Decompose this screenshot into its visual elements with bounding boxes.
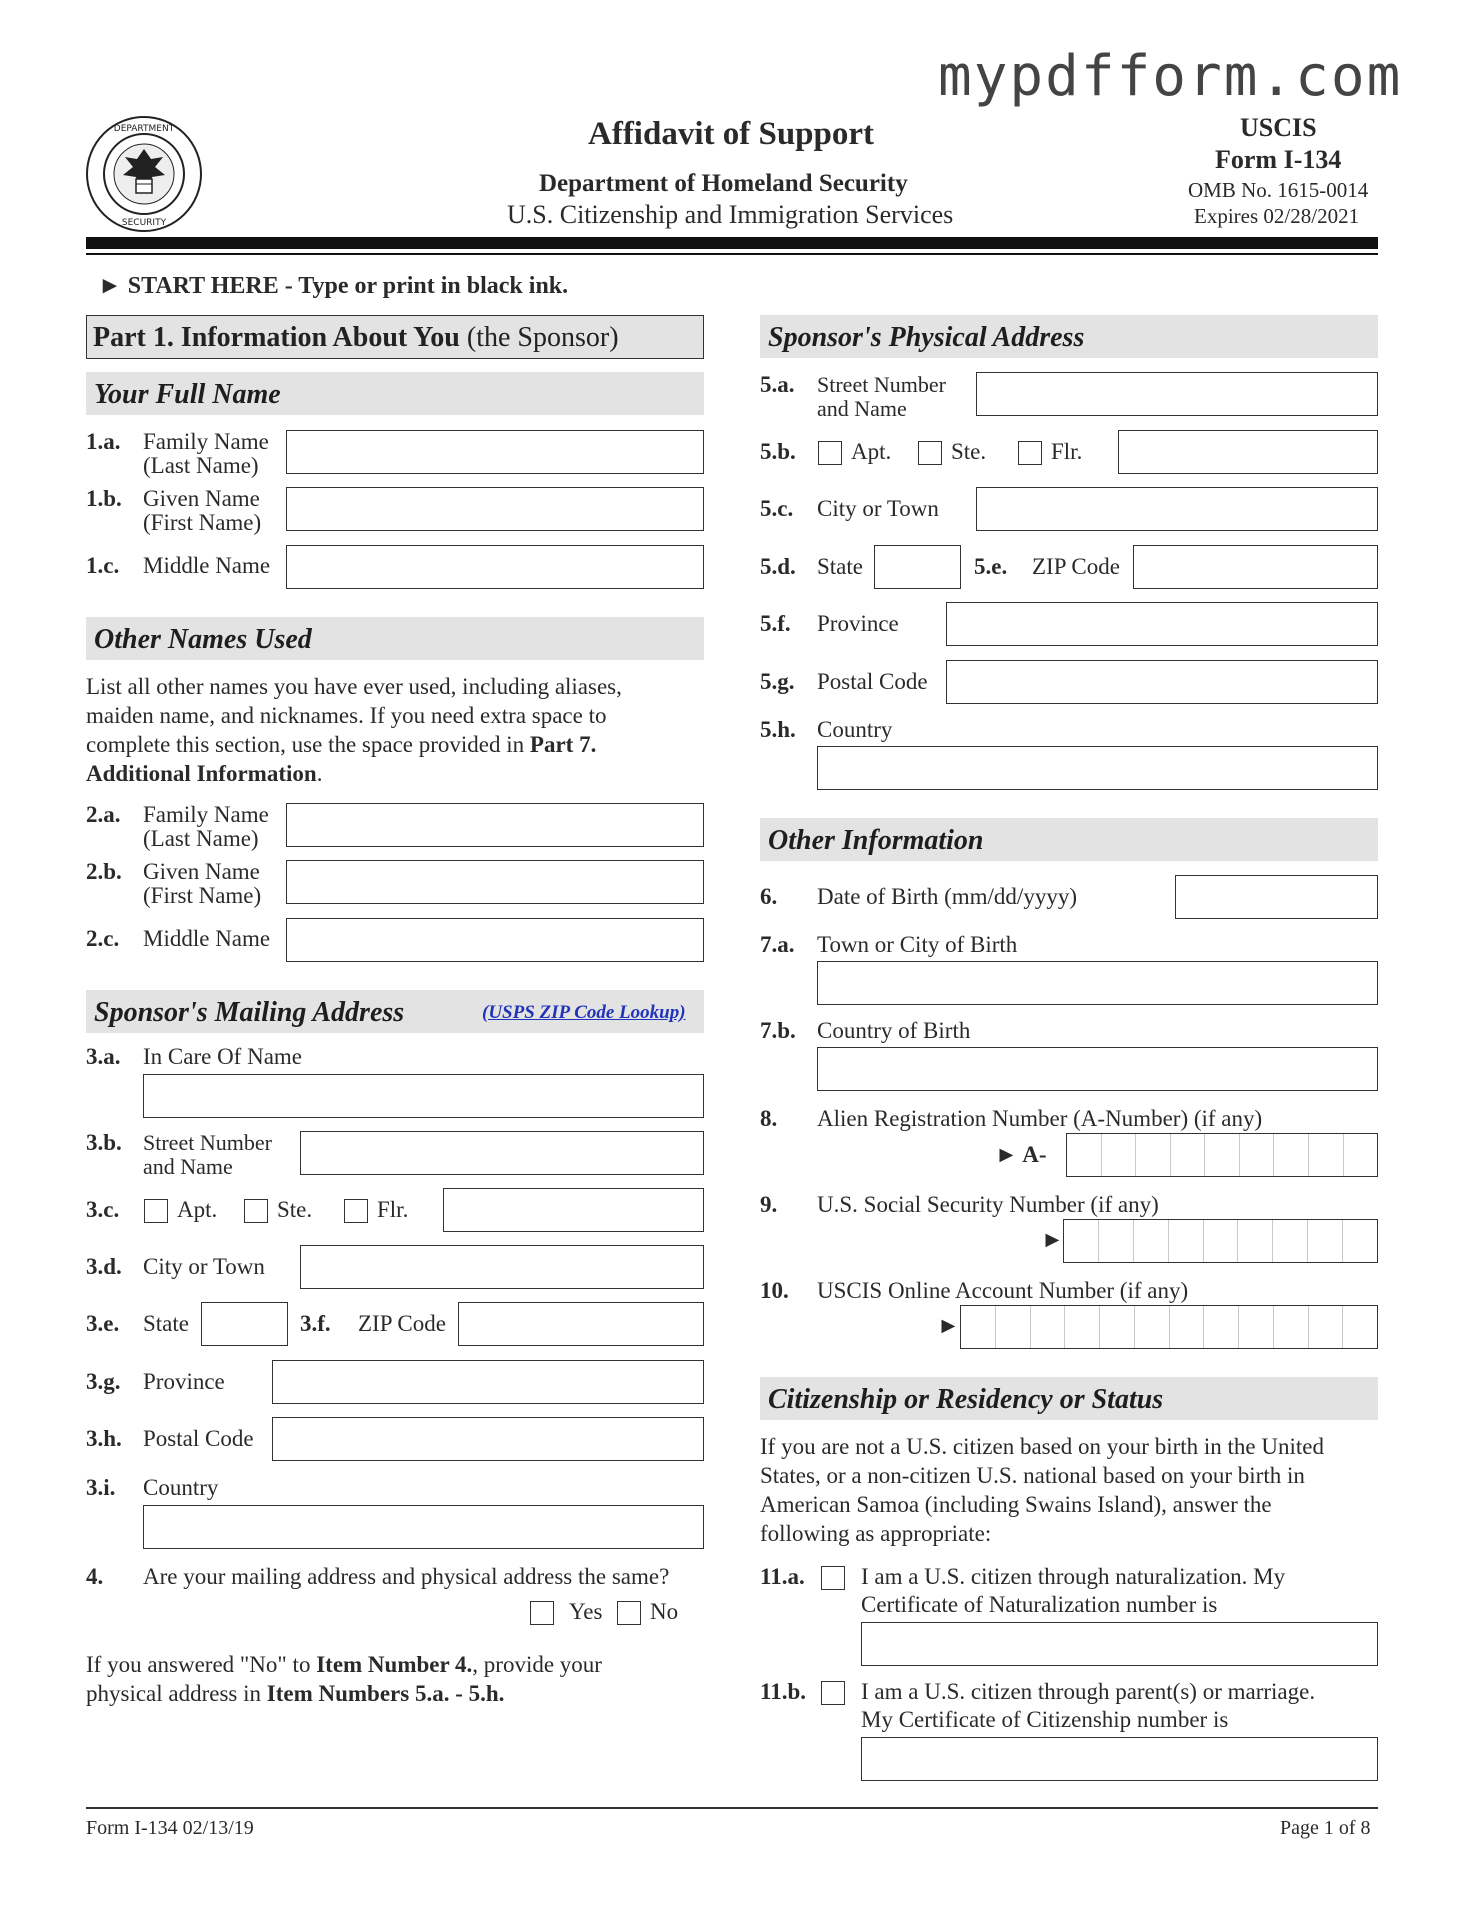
header-rule-thin (86, 253, 1378, 255)
mailing-zip-input[interactable] (458, 1302, 704, 1346)
item-3h-number: 3.h. (86, 1426, 122, 1451)
physical-zip-label: ZIP Code (1032, 554, 1120, 579)
other-names-section (86, 617, 704, 660)
item-3a-number: 3.a. (86, 1044, 121, 1069)
item-3f-number: 3.f. (300, 1311, 331, 1336)
other-middle-name-label: Middle Name (143, 926, 271, 951)
item-3c-number: 3.c. (86, 1197, 120, 1222)
family-name-input[interactable] (286, 430, 704, 474)
physical-ste-label: Ste. (951, 439, 987, 464)
naturalization-number-input[interactable] (861, 1622, 1378, 1666)
item-4-number: 4. (86, 1564, 104, 1589)
citizenship-heading: Citizenship or Residency or Status (768, 1384, 1164, 1415)
ssn-arrow: ► (1041, 1227, 1064, 1252)
form-title: Affidavit of Support (588, 116, 875, 152)
mailing-province-label: Province (143, 1369, 225, 1394)
usps-zip-lookup-link[interactable]: (USPS ZIP Code Lookup) (482, 1002, 686, 1023)
same-address-no-label: No (650, 1599, 679, 1624)
mailing-zip-label: ZIP Code (358, 1311, 446, 1336)
middle-name-input[interactable] (286, 545, 704, 589)
footer-rule (86, 1807, 1378, 1809)
mailing-state-input[interactable] (201, 1302, 288, 1346)
mailing-ste-checkbox[interactable] (244, 1199, 268, 1223)
a-number-label: Alien Registration Number (A-Number) (if any) (817, 1106, 1263, 1131)
country-of-birth-input[interactable] (817, 1047, 1378, 1091)
mailing-postal-label: Postal Code (143, 1426, 254, 1451)
physical-state-label: State (817, 554, 863, 579)
expiration-date: Expires 02/28/2021 (1194, 204, 1360, 228)
uscis-account-input[interactable] (960, 1305, 1378, 1349)
same-address-no-checkbox[interactable] (617, 1601, 641, 1625)
item-3d-number: 3.d. (86, 1254, 122, 1279)
start-here: ► START HERE - Type or print in black ink. (98, 273, 569, 299)
physical-apt-checkbox[interactable] (818, 441, 842, 465)
citizenship-instructions: If you are not a U.S. citizen based on your birth in the United States, or a non-citizen U.S. national based on your birth in American Samoa (including Swains Island), answer the following as appropriate: (760, 1434, 1324, 1546)
physical-street-label: Street Number (817, 372, 946, 397)
naturalization-label: I am a U.S. citizen through naturalization. My (861, 1564, 1286, 1589)
mailing-apt-label: Apt. (177, 1197, 218, 1222)
other-information-section (760, 818, 1378, 861)
full-name-heading: Your Full Name (94, 379, 281, 410)
date-of-birth-input[interactable] (1175, 875, 1378, 919)
svg-text:DEPARTMENT: DEPARTMENT (113, 124, 175, 134)
mailing-postal-input[interactable] (272, 1417, 704, 1461)
other-family-name-label: Family Name (143, 802, 269, 827)
item-11b-number: 11.b. (760, 1679, 807, 1704)
item-3b-number: 3.b. (86, 1130, 122, 1155)
mailing-flr-label: Flr. (377, 1197, 409, 1222)
mailing-country-label: Country (143, 1475, 219, 1500)
physical-province-label: Province (817, 611, 899, 636)
city-of-birth-label: Town or City of Birth (817, 932, 1018, 957)
citizenship-certificate-input[interactable] (861, 1737, 1378, 1781)
mailing-street-input[interactable] (300, 1131, 704, 1175)
item-8-number: 8. (760, 1106, 778, 1131)
other-names-heading: Other Names Used (94, 624, 312, 655)
other-middle-name-input[interactable] (286, 918, 704, 962)
mailing-state-label: State (143, 1311, 189, 1336)
physical-state-input[interactable] (874, 545, 961, 589)
item-5c-number: 5.c. (760, 496, 794, 521)
part1-title: Part 1. Information About You (93, 322, 460, 353)
physical-apt-label: Apt. (851, 439, 892, 464)
footer-form-edition: Form I-134 02/13/19 (86, 1817, 254, 1839)
physical-postal-input[interactable] (946, 660, 1378, 704)
citizenship-certificate-label-sub: My Certificate of Citizenship number is (861, 1707, 1229, 1732)
department-name: Department of Homeland Security (539, 170, 908, 197)
naturalization-label-sub: Certificate of Naturalization number is (861, 1592, 1218, 1617)
physical-address-section (760, 315, 1378, 358)
physical-unit-input[interactable] (1118, 430, 1378, 474)
other-given-name-input[interactable] (286, 860, 704, 904)
mailing-street-label: Street Number (143, 1130, 272, 1155)
item-11a-number: 11.a. (760, 1564, 805, 1589)
item-5d-number: 5.d. (760, 554, 796, 579)
physical-flr-checkbox[interactable] (1018, 441, 1042, 465)
citizenship-section (760, 1377, 1378, 1420)
physical-flr-label: Flr. (1051, 439, 1083, 464)
city-of-birth-input[interactable] (817, 961, 1378, 1005)
mailing-country-input[interactable] (143, 1505, 704, 1549)
physical-country-label: Country (817, 717, 893, 742)
watermark: mypdfform.com (938, 44, 1403, 109)
mailing-address-heading: Sponsor's Mailing Address (94, 997, 405, 1028)
item-2b-number: 2.b. (86, 859, 122, 884)
in-care-of-label: In Care Of Name (143, 1044, 303, 1069)
other-given-name-label: Given Name (143, 859, 260, 884)
mailing-ste-label: Ste. (277, 1197, 313, 1222)
item-5g-number: 5.g. (760, 669, 795, 694)
item-3g-number: 3.g. (86, 1369, 121, 1394)
item-2a-number: 2.a. (86, 802, 121, 827)
other-family-name-input[interactable] (286, 803, 704, 847)
footer-page-number: Page 1 of 8 (1280, 1817, 1371, 1839)
naturalization-checkbox[interactable] (821, 1566, 845, 1590)
item-7b-number: 7.b. (760, 1018, 796, 1043)
header-rule-thick (86, 237, 1378, 249)
given-name-label: Given Name (143, 486, 260, 511)
item-5a-number: 5.a. (760, 372, 795, 397)
physical-province-input[interactable] (946, 602, 1378, 646)
physical-street-label-sub: and Name (817, 396, 907, 421)
other-names-instructions: List all other names you have ever used, including aliases, maiden name, and nicknames. If you need extra space to complete this section, use the space provided in Part 7. Additional Information. (86, 674, 622, 786)
svg-text:SECURITY: SECURITY (121, 218, 167, 228)
mailing-street-label-sub: and Name (143, 1154, 233, 1179)
mailing-unit-input[interactable] (443, 1188, 704, 1232)
in-care-of-input[interactable] (143, 1074, 704, 1118)
full-name-section (86, 372, 704, 415)
mailing-apt-checkbox[interactable] (144, 1199, 168, 1223)
uscis-account-arrow: ► (937, 1313, 960, 1338)
mailing-city-label: City or Town (143, 1254, 265, 1279)
item-10-number: 10. (760, 1278, 789, 1303)
item-1a-number: 1.a. (86, 429, 121, 454)
physical-address-note: If you answered "No" to Item Number 4., provide your physical address in Item Numbers 5.a. - 5.h. (86, 1652, 602, 1706)
other-information-heading: Other Information (768, 825, 984, 856)
same-address-question: Are your mailing address and physical address the same? (143, 1564, 670, 1589)
form-number: Form I-134 (1215, 145, 1342, 174)
item-1c-number: 1.c. (86, 553, 120, 578)
family-name-label: Family Name (143, 429, 269, 454)
physical-country-input[interactable] (817, 746, 1378, 790)
country-of-birth-label: Country of Birth (817, 1018, 971, 1043)
item-9-number: 9. (760, 1192, 778, 1217)
ssn-input[interactable] (1063, 1219, 1378, 1263)
same-address-yes-checkbox[interactable] (530, 1601, 554, 1625)
mailing-flr-checkbox[interactable] (344, 1199, 368, 1223)
omb-number: OMB No. 1615-0014 (1188, 178, 1369, 202)
item-5b-number: 5.b. (760, 439, 796, 464)
item-6-number: 6. (760, 884, 778, 909)
physical-address-heading: Sponsor's Physical Address (768, 322, 1085, 353)
physical-city-label: City or Town (817, 496, 939, 521)
item-3e-number: 3.e. (86, 1311, 120, 1336)
mailing-city-input[interactable] (300, 1245, 704, 1289)
a-number-input[interactable] (1066, 1133, 1378, 1177)
item-5e-number: 5.e. (974, 554, 1008, 579)
part1-subtitle: (the Sponsor) (459, 322, 619, 353)
mailing-province-input[interactable] (272, 1360, 704, 1404)
other-given-name-label-sub: (First Name) (143, 883, 262, 908)
given-name-label-sub: (First Name) (143, 510, 262, 535)
item-5h-number: 5.h. (760, 717, 796, 742)
item-5f-number: 5.f. (760, 611, 791, 636)
uscis-label: USCIS (1240, 113, 1317, 142)
physical-city-input[interactable] (976, 487, 1378, 531)
physical-ste-checkbox[interactable] (918, 441, 942, 465)
citizenship-certificate-checkbox[interactable] (821, 1681, 845, 1705)
given-name-input[interactable] (286, 487, 704, 531)
item-3i-number: 3.i. (86, 1475, 116, 1500)
family-name-label-sub: (Last Name) (143, 453, 259, 478)
uscis-account-label: USCIS Online Account Number (if any) (817, 1278, 1189, 1303)
same-address-yes-label: Yes (569, 1599, 603, 1624)
item-7a-number: 7.a. (760, 932, 795, 957)
citizenship-certificate-label: I am a U.S. citizen through parent(s) or marriage. (861, 1679, 1316, 1704)
physical-postal-label: Postal Code (817, 669, 928, 694)
other-family-name-label-sub: (Last Name) (143, 826, 259, 851)
a-number-prefix: ► A- (995, 1142, 1047, 1167)
item-2c-number: 2.c. (86, 926, 120, 951)
dhs-seal-icon (85, 115, 203, 233)
physical-street-input[interactable] (976, 372, 1378, 416)
physical-zip-input[interactable] (1133, 545, 1378, 589)
ssn-label: U.S. Social Security Number (if any) (817, 1192, 1159, 1217)
middle-name-label: Middle Name (143, 553, 271, 578)
part1-header (86, 315, 704, 359)
agency-name: U.S. Citizenship and Immigration Services (507, 200, 954, 229)
date-of-birth-label: Date of Birth (mm/dd/yyyy) (817, 884, 1077, 909)
item-1b-number: 1.b. (86, 486, 122, 511)
